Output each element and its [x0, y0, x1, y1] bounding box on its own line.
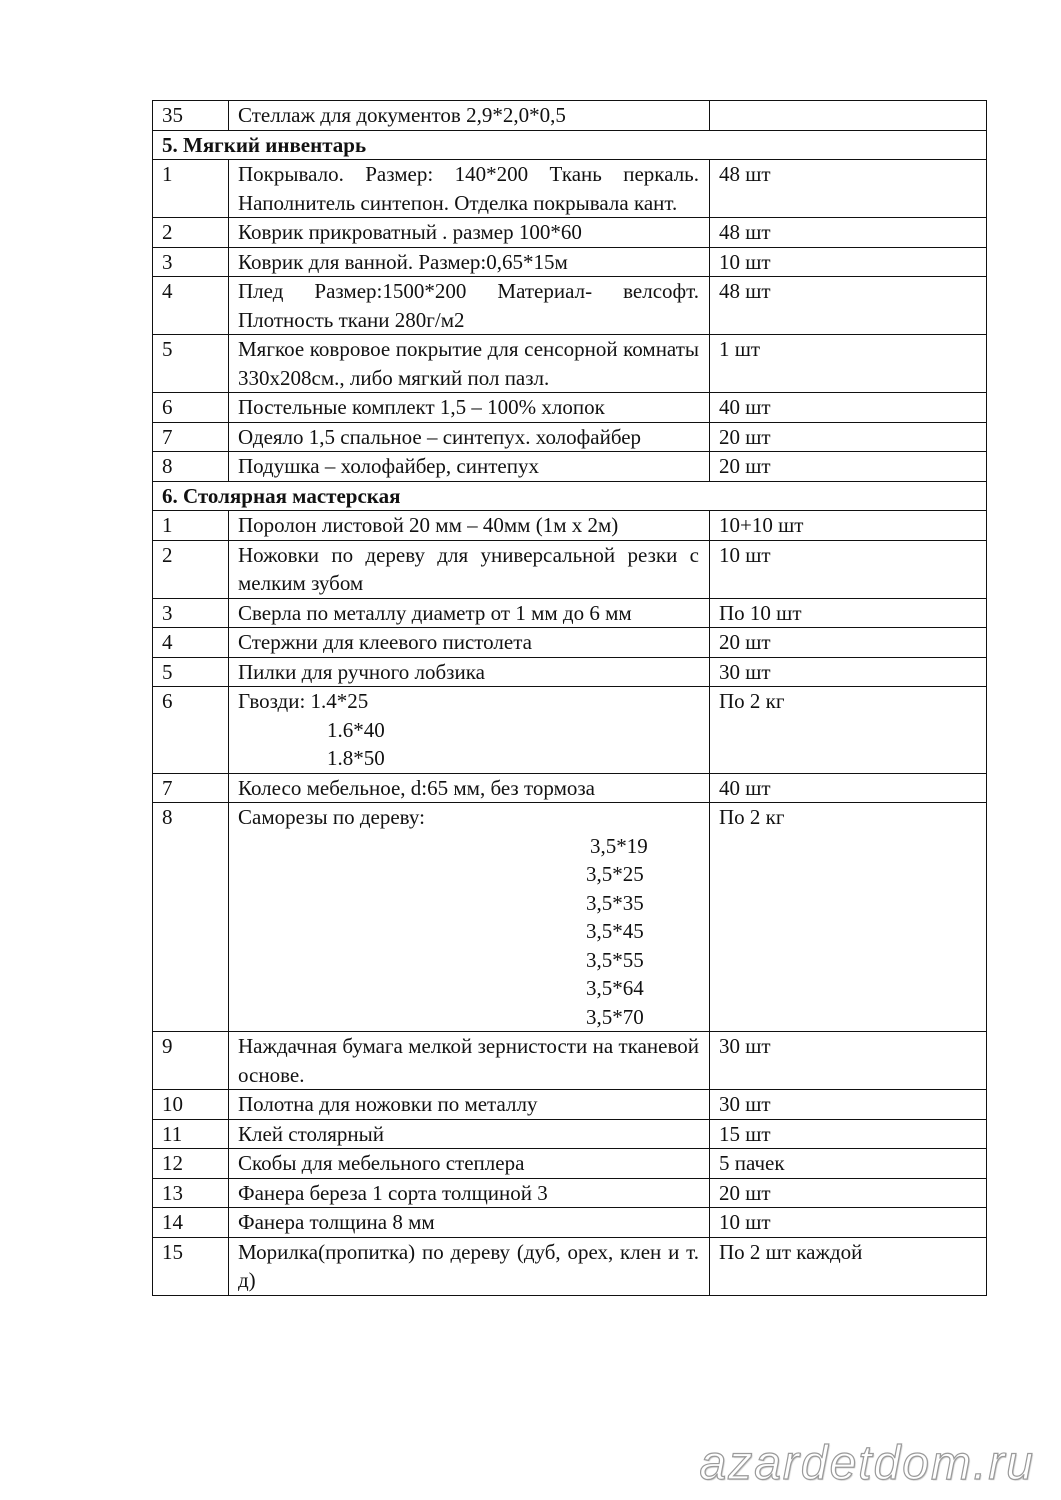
size-line: 1.8*50	[327, 746, 385, 770]
item-description: Сверла по металлу диаметр от 1 мм до 6 мм	[229, 598, 710, 628]
table-row	[153, 1090, 987, 1120]
item-number: 9	[153, 1032, 229, 1090]
section-header-row	[153, 481, 987, 511]
item-description-head: Саморезы по дереву:	[238, 805, 425, 829]
item-number: 2	[153, 218, 229, 248]
item-number: 8	[153, 452, 229, 482]
item-number: 4	[153, 628, 229, 658]
item-quantity: 10 шт	[710, 540, 987, 598]
item-description: Коврик прикроватный . размер 100*60	[229, 218, 710, 248]
section-header-row	[153, 130, 987, 160]
item-number: 6	[153, 393, 229, 423]
item-number: 35	[153, 101, 229, 131]
item-quantity: 10 шт	[710, 1208, 987, 1238]
item-number: 6	[153, 687, 229, 774]
size-line: 3,5*64	[586, 976, 644, 1000]
item-description	[229, 803, 710, 1032]
item-number: 13	[153, 1178, 229, 1208]
table-row	[153, 598, 987, 628]
table-row	[153, 160, 987, 218]
item-quantity: По 2 шт каждой	[710, 1237, 987, 1295]
table-row	[153, 1208, 987, 1238]
item-description-head: Гвозди: 1.4*25	[238, 689, 369, 713]
table-row	[153, 393, 987, 423]
item-description: Стержни для клеевого пистолета	[229, 628, 710, 658]
table-row	[153, 1119, 987, 1149]
table-row	[153, 657, 987, 687]
item-number: 5	[153, 657, 229, 687]
item-quantity: 30 шт	[710, 1032, 987, 1090]
table-row	[153, 218, 987, 248]
item-number: 7	[153, 422, 229, 452]
item-description: Мягкое ковровое покрытие для сенсорной комнаты 330х208см., либо мягкий пол пазл.	[229, 335, 710, 393]
item-description: Пилки для ручного лобзика	[229, 657, 710, 687]
item-description: Наждачная бумага мелкой зернистости на тканевой основе.	[229, 1032, 710, 1090]
table-row	[153, 335, 987, 393]
item-quantity: По 2 кг	[710, 803, 987, 1032]
item-quantity: 20 шт	[710, 1178, 987, 1208]
item-description: Морилка(пропитка) по дереву (дуб, орех, клен и т. д)	[229, 1237, 710, 1295]
item-number: 1	[153, 511, 229, 541]
item-description: Подушка – холофайбер, синтепух	[229, 452, 710, 482]
item-quantity	[710, 101, 987, 131]
inventory-table	[152, 100, 987, 1296]
size-line: 3,5*25	[586, 862, 644, 886]
item-description: Постельные комплект 1,5 – 100% хлопок	[229, 393, 710, 423]
section-title: 5. Мягкий инвентарь	[153, 130, 987, 160]
item-quantity: 1 шт	[710, 335, 987, 393]
item-description: Клей столярный	[229, 1119, 710, 1149]
item-number: 3	[153, 247, 229, 277]
item-quantity: 20 шт	[710, 422, 987, 452]
table-row	[153, 1178, 987, 1208]
item-description: Фанера толщина 8 мм	[229, 1208, 710, 1238]
item-number: 10	[153, 1090, 229, 1120]
item-number: 11	[153, 1119, 229, 1149]
size-line: 3,5*35	[586, 890, 644, 915]
item-quantity: 48 шт	[710, 160, 987, 218]
item-quantity: 15 шт	[710, 1119, 987, 1149]
table-row	[153, 687, 987, 774]
item-quantity: 5 пачек	[710, 1149, 987, 1179]
item-description: Фанера береза 1 сорта толщиной 3	[229, 1178, 710, 1208]
table-row	[153, 803, 987, 1032]
table-row	[153, 628, 987, 658]
table-row	[153, 452, 987, 482]
table-row	[153, 540, 987, 598]
item-number: 5	[153, 335, 229, 393]
table-row	[153, 1032, 987, 1090]
size-line: 1.6*40	[327, 717, 385, 742]
item-description: Стеллаж для документов 2,9*2,0*0,5	[229, 101, 710, 131]
item-number: 8	[153, 803, 229, 1032]
item-quantity: 20 шт	[710, 452, 987, 482]
size-line: 3,5*70	[586, 1004, 644, 1029]
item-quantity: 10 шт	[710, 247, 987, 277]
item-description: Ножовки по дереву для универсальной резки с мелким зубом	[229, 540, 710, 598]
item-quantity: 48 шт	[710, 277, 987, 335]
site-watermark: azardetdom.ru	[699, 1437, 1035, 1490]
item-description: Скобы для мебельного степлера	[229, 1149, 710, 1179]
item-number: 15	[153, 1237, 229, 1295]
item-quantity: По 10 шт	[710, 598, 987, 628]
table-row	[153, 277, 987, 335]
item-description	[229, 687, 710, 774]
item-description: Покрывало. Размер: 140*200 Ткань перкаль. Наполнитель синтепон. Отделка покрывала кант.	[229, 160, 710, 218]
item-number: 14	[153, 1208, 229, 1238]
size-line: 3,5*19	[590, 833, 648, 858]
table-row	[153, 1149, 987, 1179]
item-quantity: 20 шт	[710, 628, 987, 658]
inventory-table-body	[153, 101, 987, 1296]
item-quantity: 40 шт	[710, 393, 987, 423]
table-row	[153, 422, 987, 452]
section-title: 6. Столярная мастерская	[153, 481, 987, 511]
item-quantity: 10+10 шт	[710, 511, 987, 541]
item-quantity: 48 шт	[710, 218, 987, 248]
item-description: Плед Размер:1500*200 Материал- велсофт. Плотность ткани 280г/м2	[229, 277, 710, 335]
table-row	[153, 773, 987, 803]
item-number: 12	[153, 1149, 229, 1179]
item-quantity: По 2 кг	[710, 687, 987, 774]
item-number: 2	[153, 540, 229, 598]
item-description: Одеяло 1,5 спальное – синтепух. холофайбер	[229, 422, 710, 452]
item-number: 4	[153, 277, 229, 335]
item-number: 1	[153, 160, 229, 218]
table-row	[153, 1237, 987, 1295]
item-quantity: 40 шт	[710, 773, 987, 803]
item-quantity: 30 шт	[710, 1090, 987, 1120]
size-line: 3,5*55	[586, 947, 644, 972]
item-number: 7	[153, 773, 229, 803]
table-row	[153, 101, 987, 131]
item-quantity: 30 шт	[710, 657, 987, 687]
item-description: Колесо мебельное, d:65 мм, без тормоза	[229, 773, 710, 803]
table-row	[153, 247, 987, 277]
item-description: Коврик для ванной. Размер:0,65*15м	[229, 247, 710, 277]
table-row	[153, 511, 987, 541]
item-number: 3	[153, 598, 229, 628]
item-description: Поролон листовой 20 мм – 40мм (1м х 2м)	[229, 511, 710, 541]
item-description: Полотна для ножовки по металлу	[229, 1090, 710, 1120]
size-line: 3,5*45	[586, 919, 644, 943]
